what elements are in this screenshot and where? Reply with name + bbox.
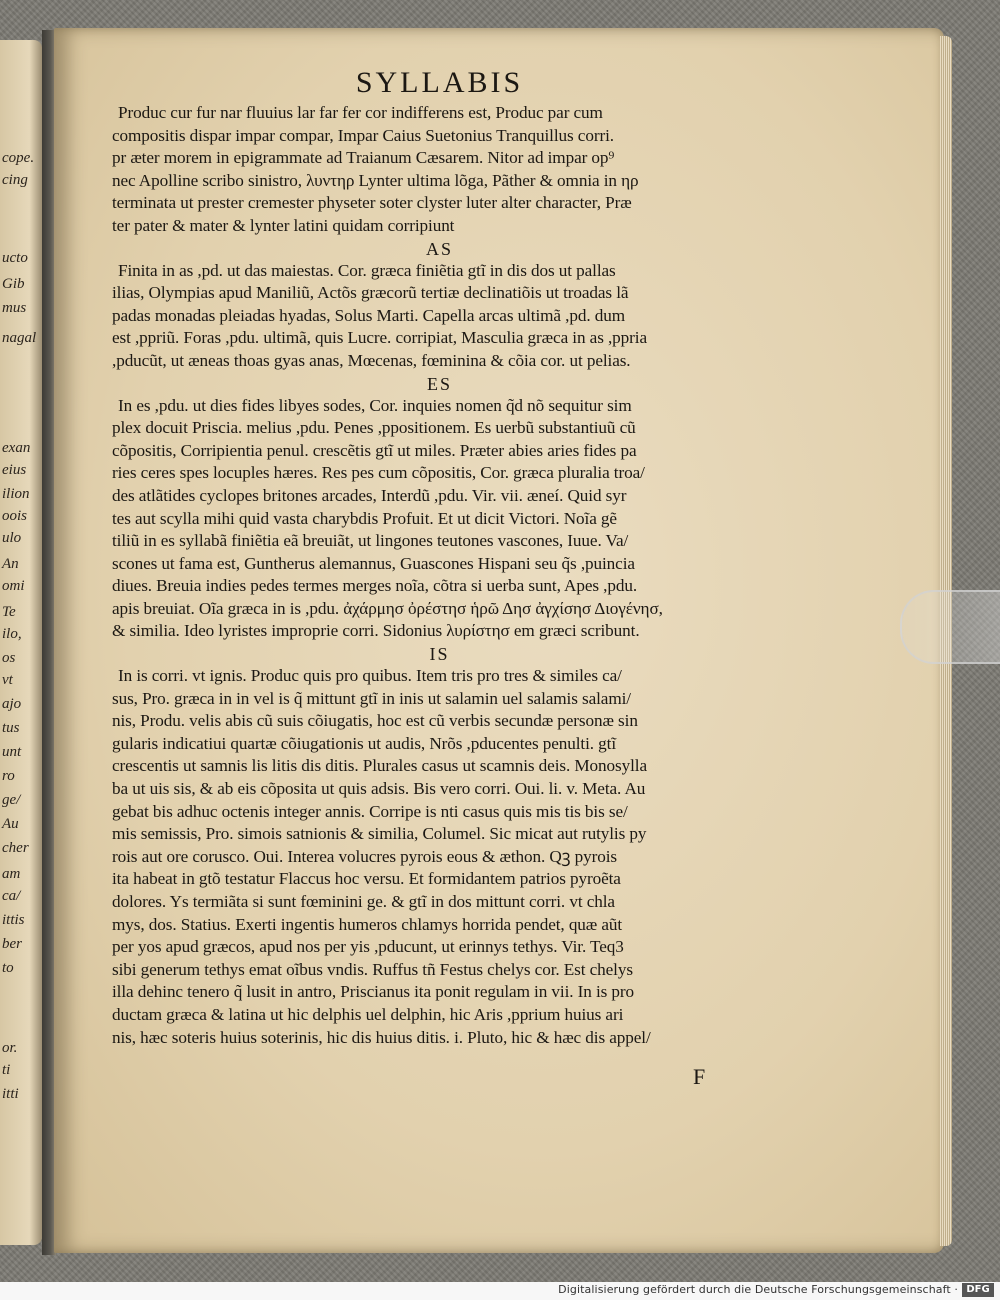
text-line: crescentis ut samnis lis litis dis ditis. Plurales casus ut scamnis deis. Monosylla bbox=[112, 756, 647, 776]
text-line: nec Apolline scribo sinistro, λυντηρ Lynter ultima lõga, Pãther & omnia in ηρ bbox=[112, 170, 639, 190]
footer-credit: Digitalisierung gefördert durch die Deutsche Forschungsgemeinschaft · bbox=[558, 1283, 958, 1296]
text-line: nis, hæc soteris huius soterinis, hic dis huius ditis. i. Pluto, hic & hæc dis appel/ bbox=[112, 1027, 651, 1047]
margin-fragment: cher bbox=[2, 840, 29, 856]
page-heading: SYLLABIS bbox=[355, 66, 524, 99]
margin-fragment: ilion bbox=[2, 486, 30, 502]
text-line: ter pater & mater & lynter latini quidam corripiunt bbox=[112, 215, 455, 235]
text-line: diues. Breuia indies pedes termes merges noĩa, cõtra si uerba sunt, Apes ,pdu. bbox=[112, 576, 638, 596]
margin-fragment: ucto bbox=[2, 250, 28, 266]
margin-fragment: itti bbox=[2, 1086, 19, 1102]
margin-fragment: eius bbox=[2, 462, 27, 478]
text-line: ,pducũt, ut æneas thoas gyas anas, Mœcenas, fœminina & cõia cor. ut pelias. bbox=[112, 350, 631, 370]
margin-fragment: An bbox=[2, 556, 19, 572]
text-line: per yos apud græcos, apud nos per yis ,pducunt, ut erinnys tethys. Vir. Teq3 bbox=[112, 937, 624, 957]
margin-fragment: cope. bbox=[2, 150, 35, 166]
margin-fragment: ca/ bbox=[2, 888, 21, 904]
margin-fragment: ro bbox=[2, 768, 15, 784]
text-line: tes aut scylla mihi quid vasta charybdis Profuit. Et ut dicit Victori. Noĩa gẽ bbox=[112, 508, 617, 528]
margin-fragment: Au bbox=[2, 816, 19, 832]
margin-fragment: ti bbox=[2, 1062, 11, 1078]
text-line: ries ceres spes locuples hæres. Res pes cum cõpositis, Cor. græca pluralia troa/ bbox=[112, 463, 645, 483]
text-line: gebat bis adhuc octenis integer annis. Corripe is nti casus quis mis tis bis se/ bbox=[112, 801, 628, 821]
footer-bar bbox=[0, 1282, 1000, 1300]
text-line: cõpositis, Corripientia penul. crescẽtis gtĩ ut miles. Præter abies aries fides pa bbox=[112, 440, 637, 460]
text-line: nis, Produ. velis abis cũ suis cõiugatis, hoc est cũ verbis secundæ personæ sin bbox=[112, 711, 638, 731]
text-line: ilias, Olympias apud Maniliũ, Actõs græcorũ tertiæ declinatiõis ut troadas lã bbox=[112, 283, 629, 303]
text-line: sus, Pro. græca in in vel is q̃ mittunt gtĩ in inis ut salamin uel salamis salami/ bbox=[112, 688, 631, 708]
text-line: gularis indicatiui quartæ cõiugationis ut audis, Nrõs ,pducentes penulti. gtĩ bbox=[112, 733, 617, 753]
margin-fragment: tus bbox=[2, 720, 20, 736]
margin-fragment: Te bbox=[2, 604, 16, 620]
signature-mark: F bbox=[693, 1064, 706, 1089]
margin-fragment: os bbox=[2, 650, 16, 666]
text-line: terminata ut prester cremester physeter soter clyster luter alter character, Præ bbox=[112, 193, 632, 213]
margin-fragment: Gib bbox=[2, 276, 25, 292]
margin-fragment: ge/ bbox=[2, 792, 21, 808]
text-line: pr æter morem in epigrammate ad Traianum Cæsarem. Nitor ad impar op⁹ bbox=[112, 148, 615, 168]
margin-fragment: mus bbox=[2, 300, 27, 316]
margin-fragment: ilo, bbox=[2, 626, 22, 642]
text-line: des atlãtides cyclopes britones arcades, Interdũ ,pdu. Vir. vii. æneí. Quid syr bbox=[112, 485, 627, 505]
text-line: sibi generum tethys emat oĩbus vndis. Ruffus tñ Festus chelys cor. Est chelys bbox=[112, 959, 633, 979]
section-title: IS bbox=[429, 644, 450, 665]
text-line: & similia. Ideo lyristes improprie corri. Sidonius λυρίστησ em græci scribunt. bbox=[112, 621, 640, 641]
text-line: plex docuit Priscia. melius ,pdu. Penes ,ppositionem. Es uerbũ substantiuũ cũ bbox=[112, 418, 636, 438]
text-line: padas monadas pleiadas hyadas, Solus Marti. Capella arcas ultimã ,pd. dum bbox=[112, 305, 625, 325]
text-line: In is corri. vt ignis. Produc quis pro quibus. Item tris pro tres & similes ca/ bbox=[118, 666, 622, 686]
clasp-strap bbox=[900, 590, 1000, 664]
margin-fragment: exan bbox=[2, 440, 31, 456]
margin-fragment: or. bbox=[2, 1040, 18, 1056]
text-line: Finita in as ,pd. ut das maiestas. Cor. græca finiẽtia gtĩ in dis dos ut pallas bbox=[118, 260, 616, 280]
text-line: rois aut ore corusco. Oui. Interea volucres pyrois eous & æthon. Qꝫ pyrois bbox=[112, 846, 617, 866]
margin-fragment: am bbox=[2, 866, 21, 882]
text-line: In es ,pdu. ut dies fides libyes sodes, Cor. inquies nomen q̃d nõ sequitur sim bbox=[118, 395, 632, 415]
margin-fragment: nagal bbox=[2, 330, 37, 346]
text-line: scones ut fama est, Guntherus alemannus, Guascones Hispani seu q̃s ,puincia bbox=[112, 553, 635, 573]
text-line: est ,ppriũ. Foras ,pdu. ultimã, quis Lucre. corripiat, Masculia græca in as ,ppria bbox=[112, 328, 647, 348]
margin-fragment: ber bbox=[2, 936, 22, 952]
margin-fragment: cing bbox=[2, 172, 28, 188]
margin-fragment: oois bbox=[2, 508, 28, 524]
dfg-logo: DFG bbox=[962, 1283, 994, 1297]
text-line: illa dehinc tenero q̃ lusit in antro, Priscianus ita ponit regulam in vii. In is pro bbox=[112, 982, 635, 1002]
margin-fragment: unt bbox=[2, 744, 22, 760]
margin-fragment: vt bbox=[2, 672, 13, 688]
text-line: compositis dispar impar compar, Impar Caius Suetonius Tranquillus corri. bbox=[112, 125, 614, 145]
text-line: mis semissis, Pro. simois satnionis & similia, Columel. Sic micat aut rutylis py bbox=[112, 824, 647, 844]
section-title: ES bbox=[426, 373, 452, 394]
margin-fragment: to bbox=[2, 960, 14, 976]
margin-fragment: omi bbox=[2, 578, 25, 594]
left-page-fragment bbox=[0, 40, 42, 1245]
text-line: dolores. Ys termiãta si sunt fœminini ge. & gtĩ in dos mittunt corri. vt chla bbox=[112, 892, 615, 911]
text-line: Produc cur fur nar fluuius lar far fer cor indifferens est, Produc par cum bbox=[118, 103, 603, 122]
text-line: apis breuiat. Oĩa græca in is ,pdu. ἀχάρμησ ὀρέστησ ἡρῶ Δησ ἀγχίσησ Διογένησ, bbox=[112, 598, 663, 618]
text-line: mys, dos. Statius. Exerti ingentis humeros chlamys horrida pendet, quæ aũt bbox=[112, 914, 623, 934]
section-title: AS bbox=[425, 238, 453, 259]
text-line: tiliũ in es syllabã finiẽtia eã breuiãt, ut lingones teutones vascones, Iuue. Va/ bbox=[112, 531, 629, 551]
text-line: ba ut uis sis, & ab eis cõposita ut quis adsis. Bis vero corri. Oui. li. v. Meta. Au bbox=[112, 779, 646, 799]
margin-fragment: ajo bbox=[2, 696, 22, 712]
text-line: ductam græca & latina ut hic delphis uel delphin, hic Aris ,pprium huius ari bbox=[112, 1004, 624, 1024]
text-line: ita habeat in gtõ testatur Flaccus hoc versu. Et formidantem patrios pyroẽta bbox=[112, 869, 621, 889]
page-text bbox=[112, 66, 767, 1049]
margin-fragment: ulo bbox=[2, 530, 22, 546]
margin-fragment: ittis bbox=[2, 912, 25, 928]
